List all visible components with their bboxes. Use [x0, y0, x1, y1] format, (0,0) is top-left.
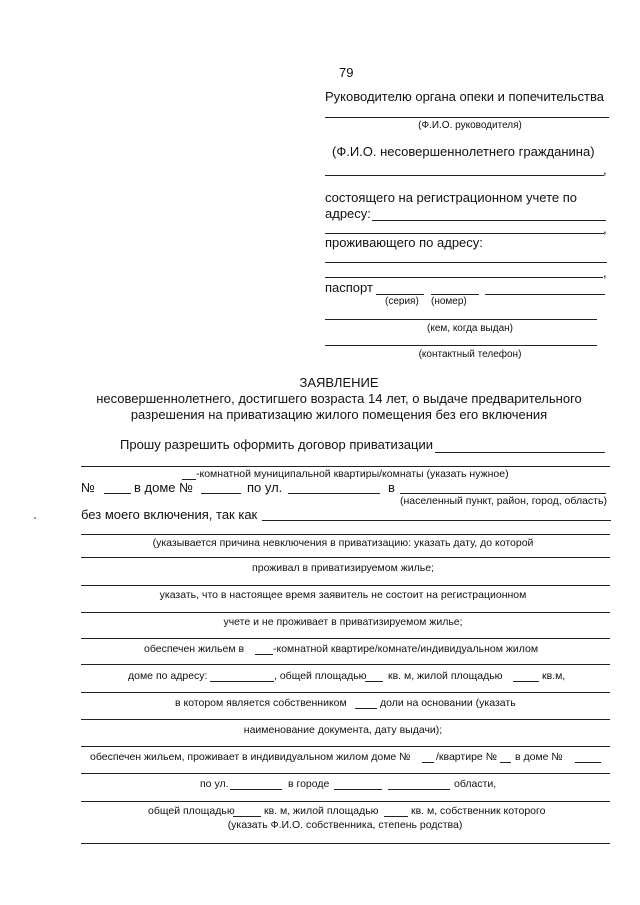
reason-1: (указывается причина невключения в приватизацию: указать дату, до которой [152, 537, 534, 549]
passport-series-line [376, 294, 424, 295]
phone-caption: (контактный телефон) [418, 349, 522, 360]
in-label: в [388, 480, 395, 495]
house-3: в доме № [515, 751, 563, 763]
owner-caption: (указать Ф.И.О. собственника, степень родства) [227, 819, 463, 831]
series-caption: (серия) [385, 296, 419, 307]
address-blank [210, 681, 274, 682]
reason-4: учете и не проживает в приватизируемом жилье; [223, 616, 463, 628]
passport-label: паспорт [325, 280, 373, 295]
rule [81, 557, 610, 558]
head-name-line [325, 117, 609, 118]
reason-line [262, 520, 611, 521]
rule [81, 801, 610, 802]
house-1: обеспечен жильем, проживает в индивидуальном жилом доме № [90, 751, 411, 763]
comma: , [603, 221, 607, 236]
owner-3: наименование документа, дату выдачи); [243, 724, 443, 736]
rule [81, 843, 610, 844]
comma: , [603, 265, 607, 280]
city-label: в городе [288, 778, 330, 790]
provided-2: -комнатной квартире/комнате/индивидуальном жилом [273, 643, 539, 655]
minor-name-line [325, 175, 604, 176]
registered-label: состоящего на регистрационном учете по [325, 190, 577, 205]
living-label: проживающего по адресу: [325, 235, 483, 250]
rooms-text: -комнатной муниципальной квартиры/комнаты (указать нужное) [196, 468, 509, 480]
issued-line [325, 319, 597, 320]
request-line [435, 452, 605, 453]
rule [81, 692, 610, 693]
area-blank [365, 681, 383, 682]
apt-blank [500, 762, 511, 763]
page-number: 79 [339, 65, 354, 80]
living-line-1 [325, 262, 607, 263]
scan-speck [34, 517, 36, 519]
rooms-blank-2 [255, 654, 273, 655]
owner-1: в котором является собственником [175, 697, 347, 709]
title-line-2: разрешения на приватизацию жилого помещения без его включения [130, 407, 548, 422]
total-area-blank [233, 816, 261, 817]
region-label: области, [454, 778, 497, 790]
number-caption: (номер) [431, 296, 467, 307]
addressee: Руководителю органа опеки и попечительства [325, 89, 604, 104]
rule [81, 773, 610, 774]
street-2: по ул. [200, 778, 229, 790]
in-house-label: в доме № [134, 480, 194, 495]
share-blank [355, 708, 377, 709]
request-text: Прошу разрешить оформить договор приватизации [120, 437, 433, 452]
no-blank [104, 493, 131, 494]
minor-name-label: (Ф.И.О. несовершеннолетнего гражданина) [332, 144, 595, 159]
phone-line [325, 345, 597, 346]
reason-2: проживал в приватизируемом жилье; [252, 562, 434, 574]
house-blank [201, 493, 241, 494]
rule [81, 719, 610, 720]
address-1: доме по адресу: [128, 670, 208, 682]
address-label: адресу: [325, 206, 371, 221]
area-2: кв. м, жилой площадью [264, 805, 379, 817]
region-blank [388, 789, 450, 790]
no-label: № [81, 480, 95, 495]
house-2: /квартире № [436, 751, 497, 763]
locality-line [400, 493, 606, 494]
owner-2: доли на основании (указать [380, 697, 516, 709]
area-3: кв. м, собственник которого [411, 805, 546, 817]
rule [81, 612, 610, 613]
living-line-2 [325, 277, 603, 278]
passport-number-line [431, 294, 479, 295]
document-title: ЗАЯВЛЕНИЕ [299, 375, 379, 390]
rule [81, 638, 610, 639]
address-4: кв.м, [542, 670, 566, 682]
city-blank [334, 789, 382, 790]
head-name-caption: (Ф.И.О. руководителя) [418, 120, 522, 131]
area-1: общей площадью [148, 805, 235, 817]
full-line [81, 466, 610, 467]
living-area-blank-2 [384, 816, 408, 817]
street-blank-2 [230, 789, 282, 790]
rule [81, 664, 610, 665]
passport-extra-line [485, 294, 605, 295]
locality-caption: (населенный пункт, район, город, область) [400, 495, 607, 507]
reason-3: указать, что в настоящее время заявитель не состоит на регистрационном [159, 589, 527, 601]
address-2: , общей площадью [274, 670, 367, 682]
title-line-1: несовершеннолетнего, достигшего возраста 14 лет, о выдаче предварительного [96, 391, 582, 406]
issued-caption: (кем, когда выдан) [427, 323, 513, 334]
rule [81, 746, 610, 747]
street-label: по ул. [247, 480, 283, 495]
address-line-2 [325, 233, 604, 234]
house-no-blank [575, 762, 601, 763]
without-text: без моего включения, так как [81, 507, 258, 522]
street-blank [288, 493, 380, 494]
rule [81, 534, 610, 535]
house-blank-2 [422, 762, 434, 763]
address-line-1 [372, 220, 606, 221]
rule [81, 585, 610, 586]
address-3: кв. м, жилой площадью [388, 670, 503, 682]
provided-1: обеспечен жильем в [144, 643, 245, 655]
living-area-blank [513, 681, 539, 682]
comma: , [603, 162, 607, 177]
